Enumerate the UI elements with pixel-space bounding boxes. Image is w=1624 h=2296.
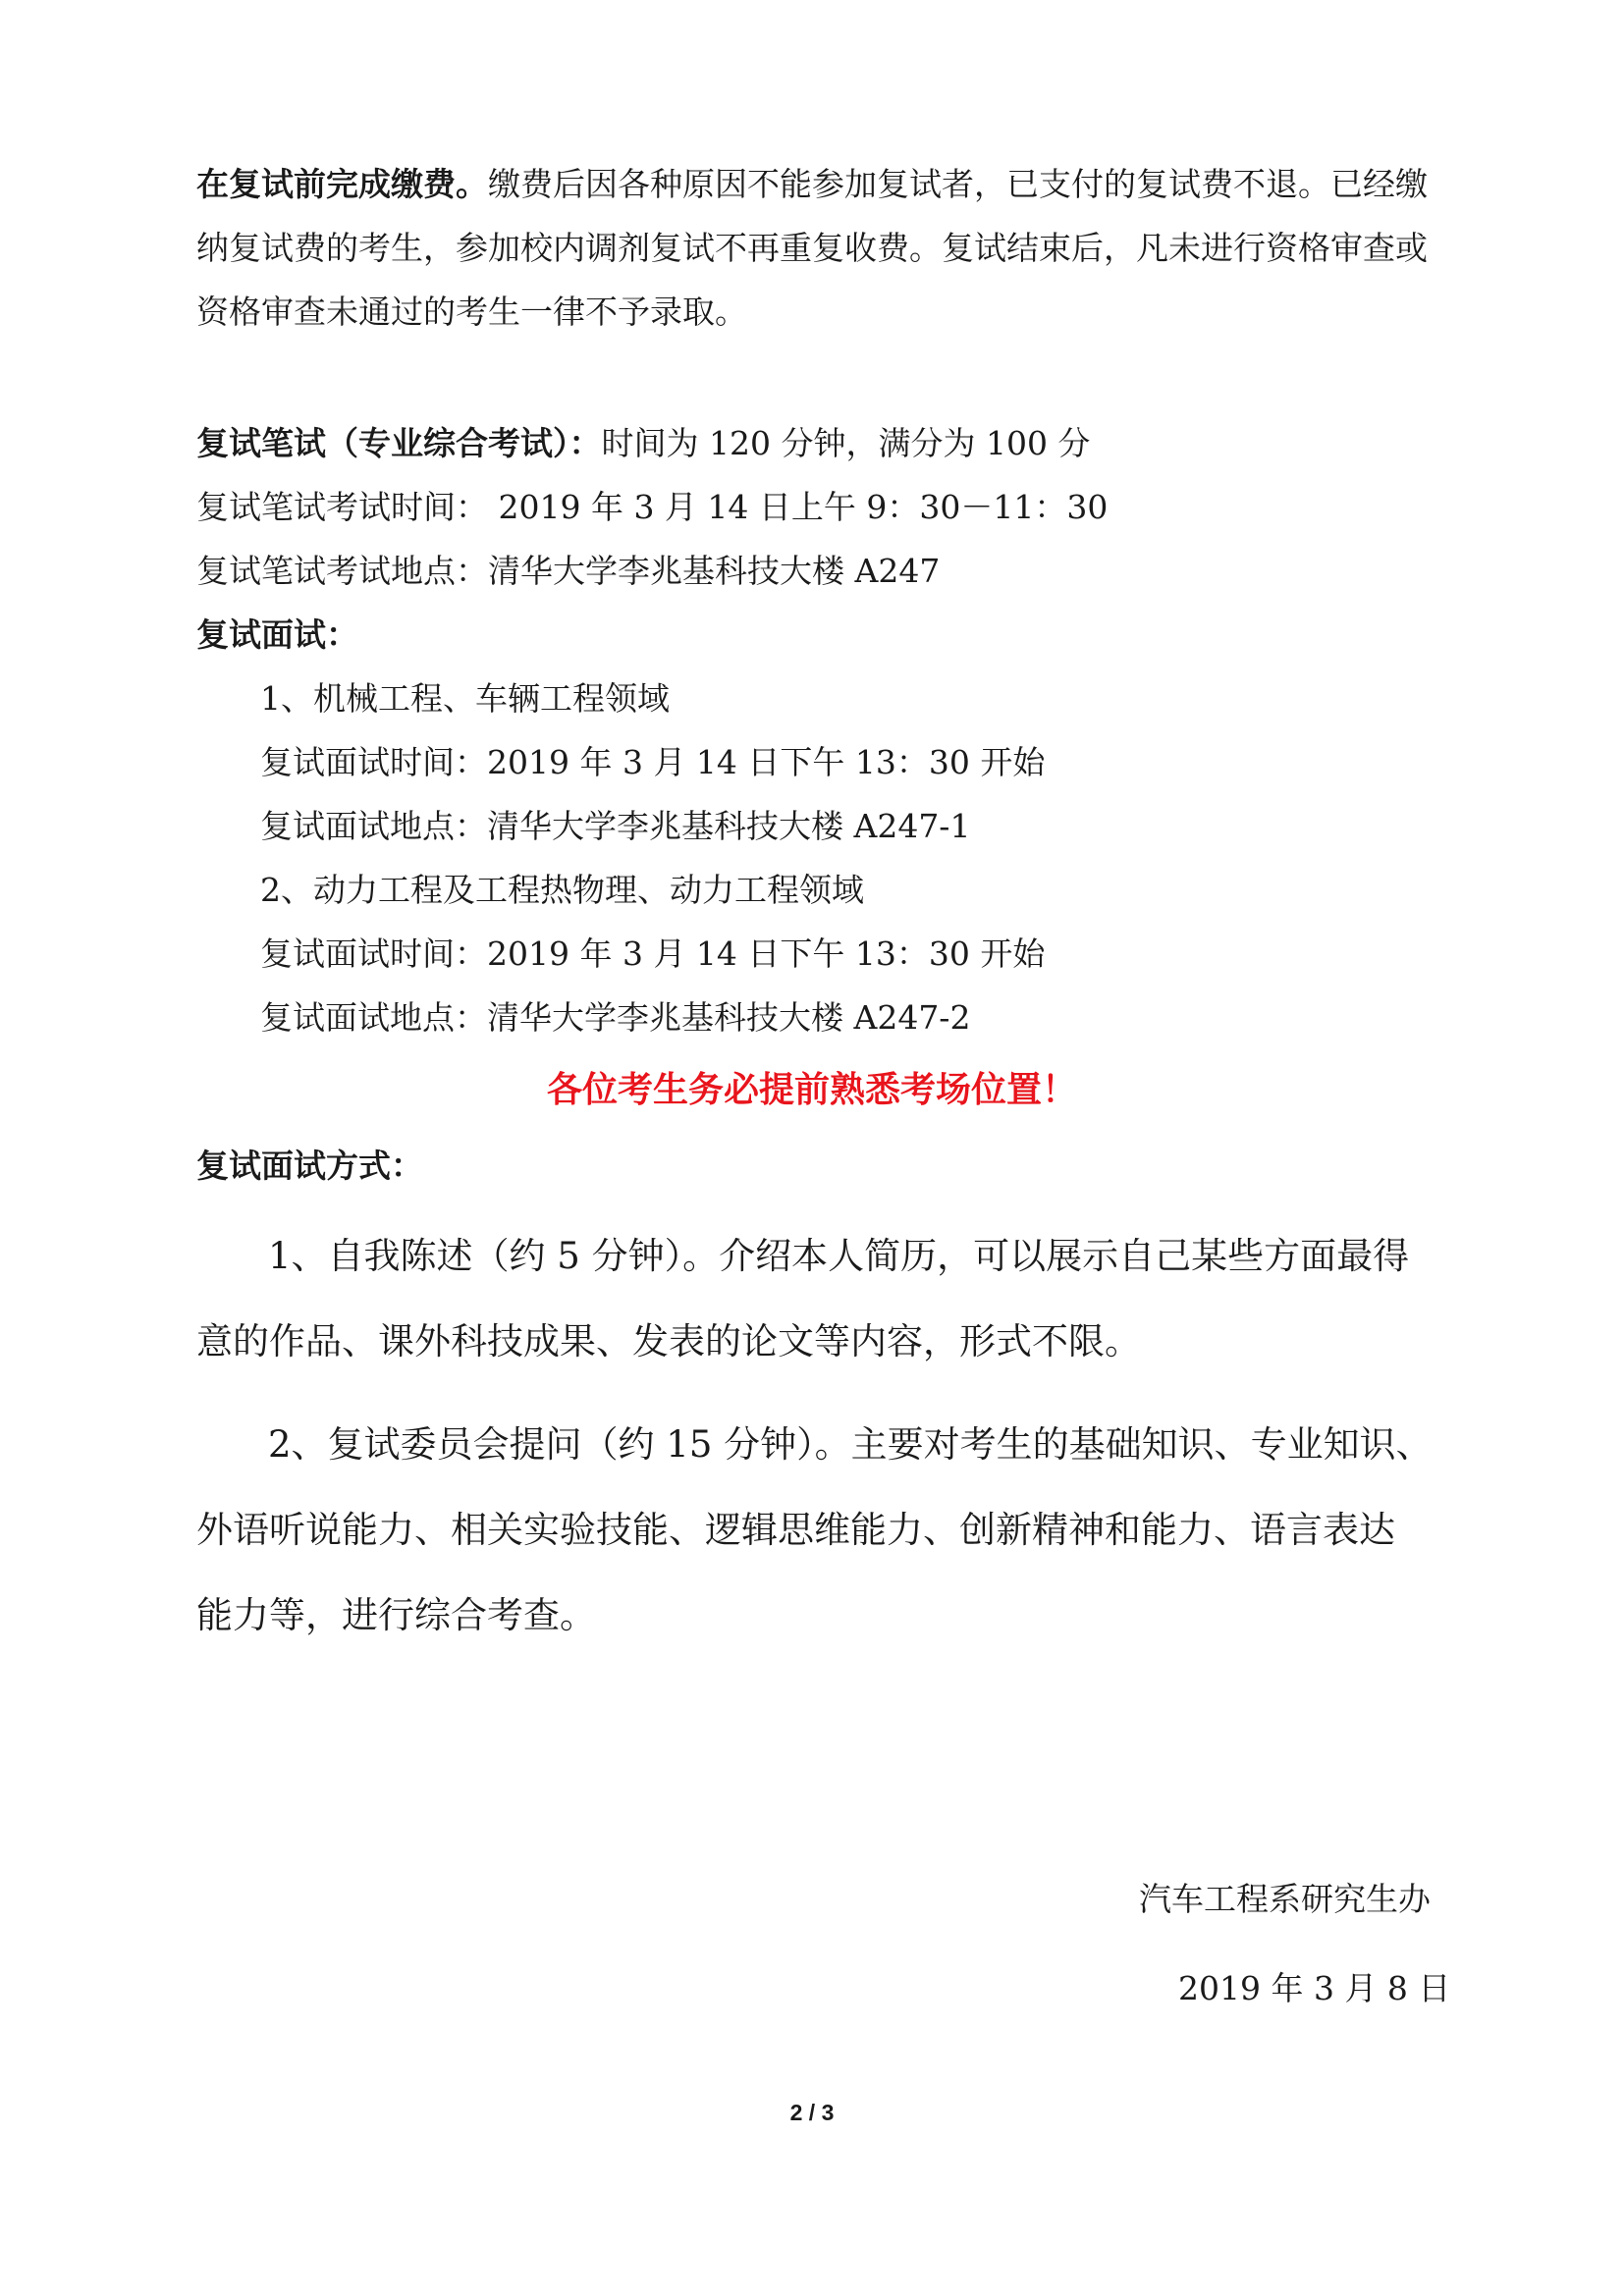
- signature-office: 汽车工程系研究生办: [1139, 1880, 1431, 1918]
- fee-deadline-emphasis: 在复试前完成缴费。: [196, 165, 488, 203]
- method-item-1-line-1: 1、自我陈述（约 5 分钟）。介绍本人简历，可以展示自己某些方面最得: [268, 1235, 1410, 1277]
- fee-paragraph-text: 缴费后因各种原因不能参加复试者，已支付的复试费不退。已经缴: [488, 165, 1428, 203]
- written-exam-title: 复试笔试（专业综合考试）：: [196, 424, 602, 462]
- fee-paragraph-line-3: 资格审查未通过的考生一律不予录取。: [196, 293, 747, 331]
- written-exam-heading: [196, 424, 1090, 463]
- method-item-1-line-2: 意的作品、课外科技成果、发表的论文等内容，形式不限。: [196, 1320, 1141, 1362]
- fee-paragraph-line-2: 纳复试费的考生，参加校内调剂复试不再重复收费。复试结束后，凡未进行资格审查或: [196, 229, 1428, 267]
- interview-group-2-time: 复试面试时间：2019 年 3 月 14 日下午 13：30 开始: [260, 934, 1046, 973]
- interview-group-2-title: 2、动力工程及工程热物理、动力工程领域: [260, 871, 864, 909]
- interview-group-1-title: 1、机械工程、车辆工程领域: [260, 679, 670, 718]
- written-exam-location: 复试笔试考试地点：清华大学李兆基科技大楼 A247: [196, 552, 941, 590]
- interview-heading: 复试面试：: [196, 615, 358, 654]
- page-number: 2 / 3: [789, 2100, 835, 2125]
- venue-warning: 各位考生务必提前熟悉考场位置！: [546, 1069, 1077, 1110]
- signature-date: 2019 年 3 月 8 日: [1178, 1969, 1451, 2007]
- interview-group-2-location: 复试面试地点：清华大学李兆基科技大楼 A247-2: [260, 998, 971, 1037]
- written-exam-duration: 时间为 120 分钟，满分为 100 分: [601, 424, 1091, 462]
- interview-group-1-time: 复试面试时间：2019 年 3 月 14 日下午 13：30 开始: [260, 743, 1046, 781]
- method-item-2-line-3: 能力等，进行综合考查。: [196, 1594, 596, 1636]
- fee-paragraph-line-1: [196, 165, 1428, 204]
- interview-method-heading: 复试面试方式：: [196, 1147, 423, 1185]
- written-exam-time: 复试笔试考试时间： 2019 年 3 月 14 日上午 9：30－11：30: [196, 488, 1109, 526]
- interview-group-1-location: 复试面试地点：清华大学李兆基科技大楼 A247-1: [260, 807, 971, 845]
- method-item-2-line-2: 外语听说能力、相关实验技能、逻辑思维能力、创新精神和能力、语言表达: [196, 1509, 1395, 1551]
- method-item-2-line-1: 2、复试委员会提问（约 15 分钟）。主要对考生的基础知识、专业知识、: [268, 1423, 1433, 1466]
